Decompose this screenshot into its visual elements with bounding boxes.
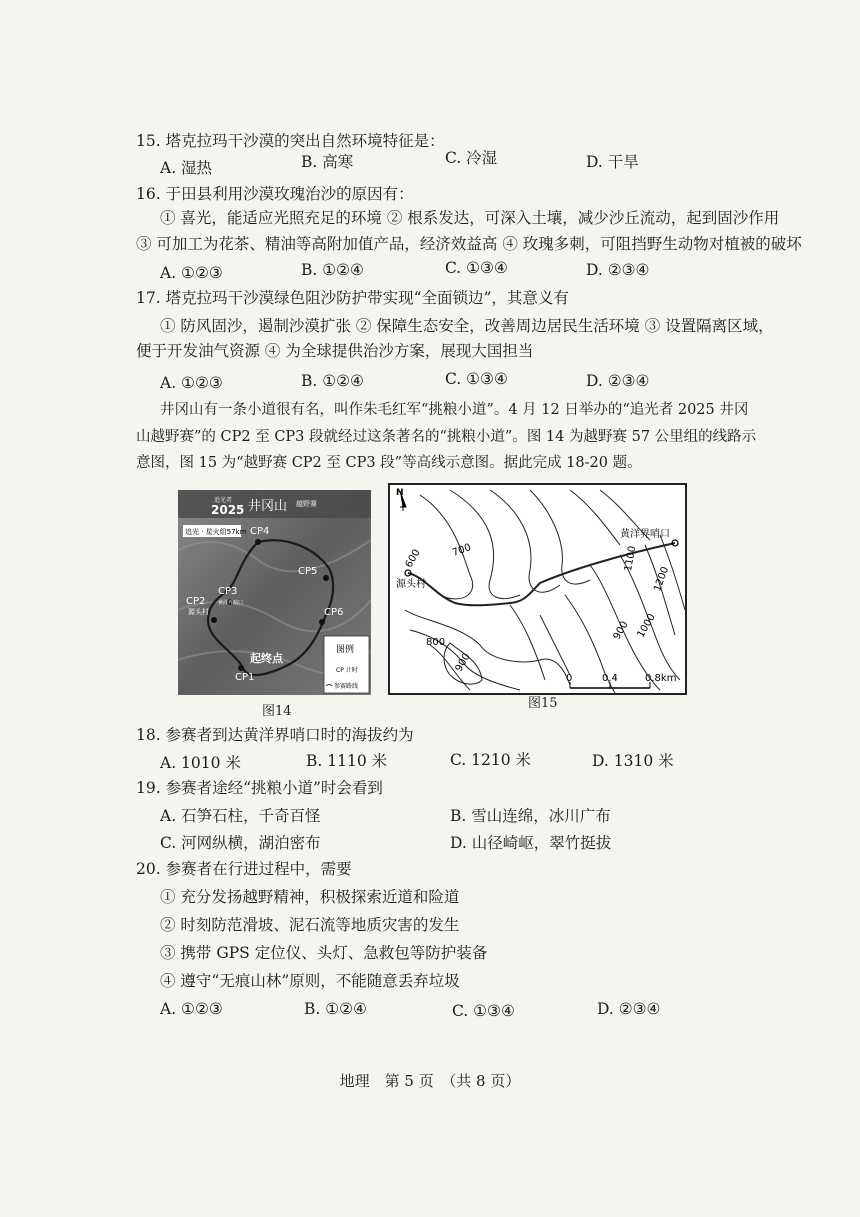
passage-line3: 意图，图 15 为“越野赛 CP2 至 CP3 段”等高线示意图。据此完成 18-20 题。 xyxy=(136,455,642,471)
fig15-contour-600: 600 xyxy=(403,547,423,570)
q16-statement-line2: ③ 可加工为花茶、精油等高附加值产品，经济效益高 ④ 玫瑰多刺，可阻挡野生动物对植被的破坏 xyxy=(136,235,802,253)
fig14-cp2-label: CP2 xyxy=(186,596,206,607)
q16-option-c: C. ①③④ xyxy=(445,259,508,277)
fig14-cp5-marker xyxy=(323,575,329,581)
figure-15-caption: 图15 xyxy=(528,696,558,711)
fig15-contour-800: 800 xyxy=(426,637,446,648)
q17-option-a: A. ①②③ xyxy=(160,374,223,392)
fig15-contour-1100: 1100 xyxy=(623,545,639,573)
question-20-stem: 20. 参赛者在行进过程中，需要 xyxy=(136,860,352,878)
fig14-legend-cp: CP 计时 xyxy=(336,667,358,674)
q15-option-c: C. 冷湿 xyxy=(445,149,498,167)
q16-option-d: D. ②③④ xyxy=(586,261,650,279)
figure-14-caption: 图14 xyxy=(262,704,292,719)
q18-option-a: A. 1010 米 xyxy=(160,754,241,772)
q17-option-d: D. ②③④ xyxy=(586,372,650,390)
fig14-cp2-marker xyxy=(211,617,217,623)
q20-option-a: A. ①②③ xyxy=(160,1000,223,1018)
q20-statement-3: ③ 携带 GPS 定位仪、头灯、急救包等防护装备 xyxy=(160,944,488,962)
fig14-cp1-label: CP1 xyxy=(235,672,255,683)
figure-15-svg xyxy=(390,485,685,693)
fig15-contour-1200: 1200 xyxy=(652,565,672,594)
fig15-scale-0: 0 xyxy=(566,673,573,684)
figure-14-svg xyxy=(178,490,371,695)
fig15-north-label: N xyxy=(396,488,404,498)
fig14-cp5-label: CP5 xyxy=(298,566,318,577)
q16-option-b: B. ①②④ xyxy=(301,261,364,279)
fig15-contour-900a: 900 xyxy=(453,651,473,674)
q17-statement-line2: 便于开发油气资源 ④ 为全球提供治沙方案，展现大国担当 xyxy=(136,342,534,360)
q20-option-c: C. ①③④ xyxy=(452,1002,515,1020)
fig15-scale-08: 0.8km xyxy=(645,673,677,684)
fig14-cp6-marker xyxy=(319,619,325,625)
fig14-cp4-label: CP4 xyxy=(250,526,270,537)
question-16-stem: 16. 于田县利用沙漠玫瑰治沙的原因有： xyxy=(136,185,414,203)
q19-option-c: C. 河网纵横，湖泊密布 xyxy=(160,834,321,852)
q16-option-a: A. ①②③ xyxy=(160,264,223,282)
fig14-banner-small: 追光者 xyxy=(214,497,233,504)
fig14-cp2-sub: 源头村 xyxy=(188,608,209,616)
fig14-banner-year: 2025 xyxy=(211,503,245,517)
passage-line1: 井冈山有一条小道很有名，叫作朱毛红军“挑粮小道”。4 月 12 日举办的“追光者 2025 井冈 xyxy=(160,402,749,418)
fig14-cp3-label: CP3 xyxy=(218,586,238,597)
q15-option-d: D. 干旱 xyxy=(586,153,639,171)
passage-line2: 山越野赛”的 CP2 至 CP3 段就经过这条著名的“挑粮小道”。图 14 为越野赛 57 公里组的线路示 xyxy=(136,429,757,445)
q17-option-b: B. ①②④ xyxy=(301,372,364,390)
fig15-contour-700: 700 xyxy=(450,542,473,559)
q18-option-c: C. 1210 米 xyxy=(450,751,532,769)
fig14-legend-title: 图例 xyxy=(336,645,355,655)
q18-option-d: D. 1310 米 xyxy=(592,752,674,770)
question-18-stem: 18. 参赛者到达黄洋界哨口时的海拔约为 xyxy=(136,726,414,744)
figure-14-route-map xyxy=(178,490,371,695)
page-footer: 地理 第 5 页 （共 8 页） xyxy=(339,1072,521,1090)
fig14-cp1-marker xyxy=(238,665,244,671)
fig15-contour-1000: 1000 xyxy=(635,612,658,640)
q20-statement-2: ② 时刻防范滑坡、泥石流等地质灾害的发生 xyxy=(160,916,460,934)
fig14-banner-right: 越野赛 xyxy=(296,500,317,508)
fig14-route-tag: 追光 · 星火组57km xyxy=(185,528,247,536)
q19-option-a: A. 石笋石柱，千奇百怪 xyxy=(160,807,321,825)
q20-statement-4: ④ 遵守“无痕山林”原则，不能随意丢弃垃圾 xyxy=(160,972,460,990)
fig15-place-left: 源头村 xyxy=(396,579,426,590)
q19-option-d: D. 山径崎岖，翠竹挺拔 xyxy=(450,834,612,852)
fig15-contour-900b: 900 xyxy=(611,619,631,642)
question-17-stem: 17. 塔克拉玛干沙漠绿色阻沙防护带实现“全面锁边”，其意义有 xyxy=(136,289,569,307)
q20-option-d: D. ②③④ xyxy=(597,1000,661,1018)
fig14-start-finish-label: 起终点 xyxy=(250,652,283,665)
q17-option-c: C. ①③④ xyxy=(445,370,508,388)
q16-statement-line1: ① 喜光，能适应光照充足的环境 ② 根系发达，可深入土壤，减少沙丘流动，起到固沙作用 xyxy=(160,209,780,227)
question-19-stem: 19. 参赛者途经“挑粮小道”时会看到 xyxy=(136,779,383,797)
fig15-scale-bar xyxy=(566,673,676,688)
q18-option-b: B. 1110 米 xyxy=(306,752,388,770)
fig14-cp3-sub: 黄洋界哨口 xyxy=(218,600,244,606)
fig15-place-right: 黄洋界哨口 xyxy=(620,529,670,540)
q15-option-a: A. 湿热 xyxy=(160,159,213,177)
fig14-cp6-label: CP6 xyxy=(324,607,344,618)
q20-statement-1: ① 充分发扬越野精神，积极探索近道和险道 xyxy=(160,888,460,906)
fig14-legend-route: 参赛路线 xyxy=(334,683,359,690)
q19-option-b: B. 雪山连绵，冰川广布 xyxy=(450,807,611,825)
fig14-banner-title: 井冈山 xyxy=(248,499,288,514)
figure-15-contour-map xyxy=(388,483,687,695)
q17-statement-line1: ① 防风固沙，遏制沙漠扩张 ② 保障生态安全，改善周边居民生活环境 ③ 设置隔离区域， xyxy=(160,317,774,335)
q20-option-b: B. ①②④ xyxy=(304,1000,367,1018)
fig14-cp4-marker xyxy=(255,539,261,545)
fig15-scale-04: 0.4 xyxy=(602,673,618,684)
q15-option-b: B. 高寒 xyxy=(301,153,354,171)
question-15-stem: 15. 塔克拉玛干沙漠的突出自然环境特征是： xyxy=(136,132,445,150)
